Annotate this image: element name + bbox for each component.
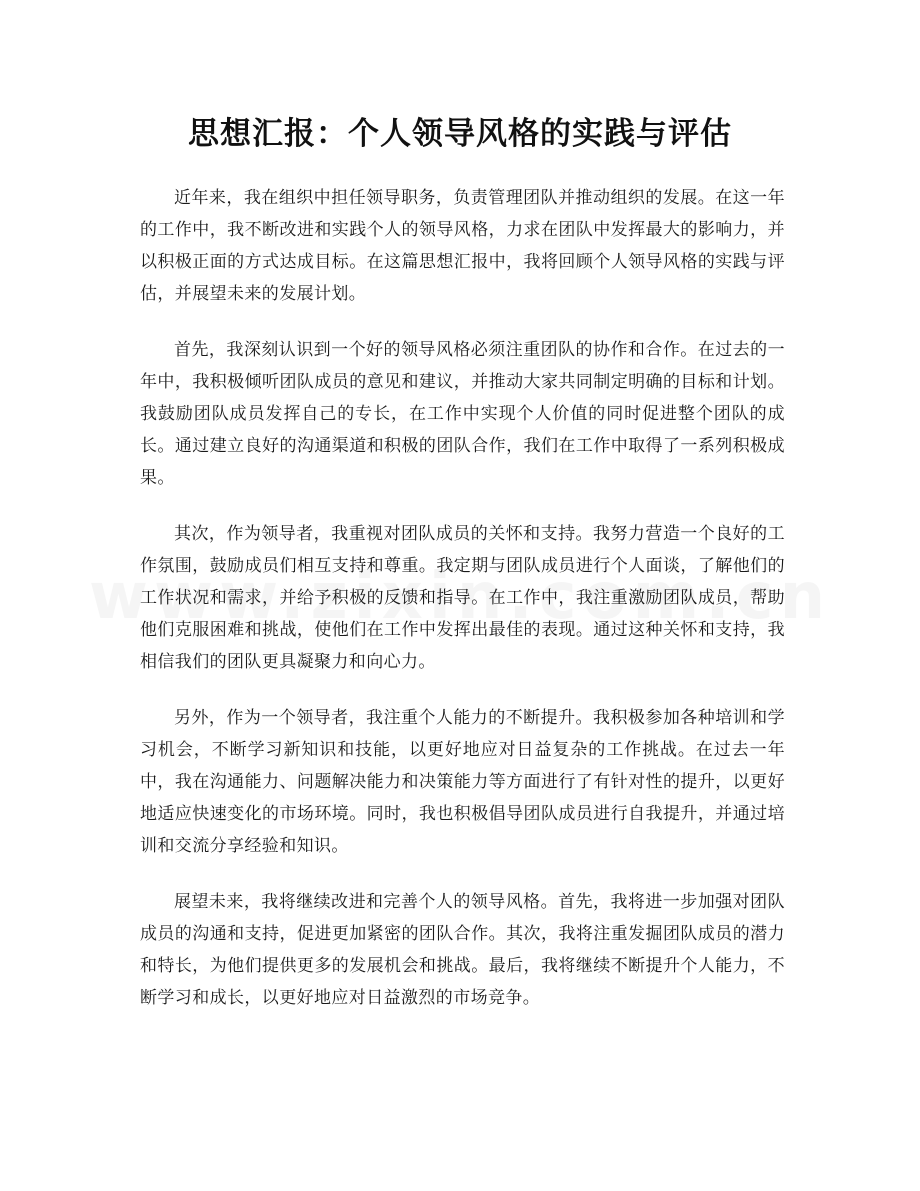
document-body (140, 182, 785, 1038)
paragraph-self-improvement: 另外，作为一个领导者，我注重个人能力的不断提升。我积极参加各种培训和学习机会，不断学习新知识和技能，以更好地应对日益复杂的工作挑战。在过去一年中，我在沟通能力、问题解决能力和决策能力等方面进行了有针对性的提升，以更好地适应快速变化的市场环境。同时，我也积极倡导团队成员进行自我提升，并通过培训和交流分享经验和知识。 (140, 708, 785, 856)
paragraph-outlook: 展望未来，我将继续改进和完善个人的领导风格。首先，我将进一步加强对团队成员的沟通和支持，促进更加紧密的团队合作。其次，我将注重发掘团队成员的潜力和特长，为他们提供更多的发展机会和挑战。最后，我将继续不断提升个人能力，不断学习和成长，以更好地应对日益激烈的市场竞争。 (140, 892, 785, 1008)
document-title: 思想汇报：个人领导风格的实践与评估 (188, 116, 732, 152)
paragraph-teamwork: 首先，我深刻认识到一个好的领导风格必须注重团队的协作和合作。在过去的一年中，我积极倾听团队成员的意见和建议，并推动大家共同制定明确的目标和计划。我鼓励团队成员发挥自己的专长，在工作中实现个人价值的同时促进整个团队的成长。通过建立良好的沟通渠道和积极的团队合作，我们在工作中取得了一系列积极成果。 (140, 340, 785, 488)
paragraph-care-support: 其次，作为领导者，我重视对团队成员的关怀和支持。我努力营造一个良好的工作氛围，鼓励成员们相互支持和尊重。我定期与团队成员进行个人面谈，了解他们的工作状况和需求，并给予积极的反馈和指导。在工作中，我注重激励团队成员，帮助他们克服困难和挑战，使他们在工作中发挥出最佳的表现。通过这种关怀和支持，我相信我们的团队更具凝聚力和向心力。 (140, 524, 785, 672)
paragraph-intro: 近年来，我在组织中担任领导职务，负责管理团队并推动组织的发展。在这一年的工作中，我不断改进和实践个人的领导风格，力求在团队中发挥最大的影响力，并以积极正面的方式达成目标。在这篇思想汇报中，我将回顾个人领导风格的实践与评估，并展望未来的发展计划。 (140, 188, 785, 304)
